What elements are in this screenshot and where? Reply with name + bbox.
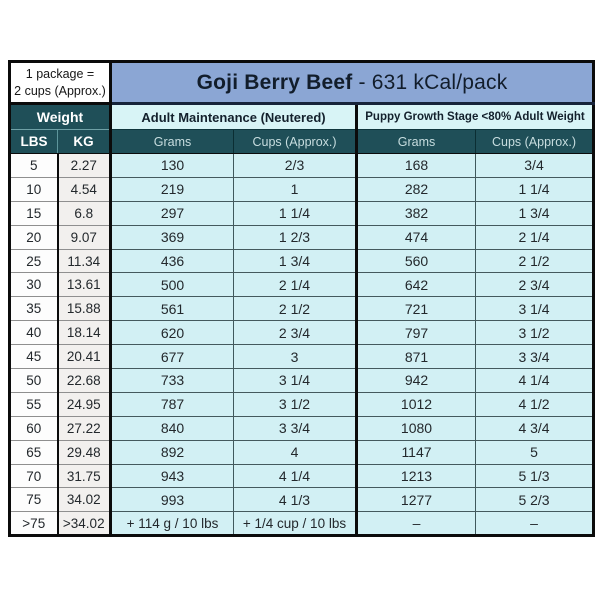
cell-kg: 13.61 [58,273,111,297]
table-row [10,464,594,488]
table-row [10,512,594,536]
cell-adult-cups: 2/3 [234,154,357,178]
cell-puppy-cups: 5 1/3 [476,464,594,488]
cell-adult-cups: 1 3/4 [234,249,357,273]
cell-adult-grams: 840 [111,416,234,440]
cell-puppy-grams: 1213 [357,464,476,488]
adult-section-header: Adult Maintenance (Neutered) [111,104,357,130]
cell-adult-grams: + 114 g / 10 lbs [111,512,234,536]
cell-kg: 20.41 [58,345,111,369]
table-row [10,297,594,321]
adult-cups-column-header: Cups (Approx.) [234,130,357,154]
package-note-line2: 2 cups (Approx.) [14,83,106,98]
cell-lbs: >75 [10,512,58,536]
cell-puppy-cups: 3 1/4 [476,297,594,321]
cell-adult-cups: 1 2/3 [234,225,357,249]
cell-adult-grams: 943 [111,464,234,488]
cell-kg: 2.27 [58,154,111,178]
cell-adult-cups: 4 [234,440,357,464]
lbs-column-header: LBS [10,130,58,154]
cell-lbs: 50 [10,369,58,393]
table-row [10,416,594,440]
feeding-table-body [10,154,594,536]
cell-puppy-cups: 2 1/2 [476,249,594,273]
cell-puppy-grams: 871 [357,345,476,369]
cell-adult-cups: 1 1/4 [234,201,357,225]
weight-section-header: Weight [10,104,111,130]
cell-adult-cups: 3 1/4 [234,369,357,393]
cell-lbs: 10 [10,177,58,201]
table-row [10,440,594,464]
cell-adult-grams: 561 [111,297,234,321]
cell-lbs: 5 [10,154,58,178]
cell-kg: 4.54 [58,177,111,201]
cell-puppy-cups: – [476,512,594,536]
cell-puppy-cups: 2 1/4 [476,225,594,249]
cell-adult-grams: 219 [111,177,234,201]
cell-kg: 18.14 [58,321,111,345]
cell-adult-grams: 500 [111,273,234,297]
cell-lbs: 35 [10,297,58,321]
cell-kg: 24.95 [58,392,111,416]
table-row [10,392,594,416]
cell-puppy-grams: 1147 [357,440,476,464]
cell-kg: 9.07 [58,225,111,249]
puppy-grams-column-header: Grams [357,130,476,154]
cell-lbs: 65 [10,440,58,464]
cell-adult-grams: 993 [111,488,234,512]
cell-lbs: 25 [10,249,58,273]
cell-adult-grams: 892 [111,440,234,464]
cell-adult-cups: 2 1/4 [234,273,357,297]
cell-puppy-grams: 382 [357,201,476,225]
cell-adult-cups: 3 3/4 [234,416,357,440]
table-row [10,321,594,345]
cell-adult-cups: 4 1/4 [234,464,357,488]
product-name: Goji Berry Beef [196,70,353,94]
cell-adult-cups: 2 1/2 [234,297,357,321]
cell-kg: >34.02 [58,512,111,536]
table-row [10,177,594,201]
section-header-row [10,104,594,130]
cell-adult-cups: 1 [234,177,357,201]
table-row [10,345,594,369]
title-row [10,62,594,104]
cell-lbs: 75 [10,488,58,512]
table-row [10,488,594,512]
cell-puppy-grams: 642 [357,273,476,297]
cell-adult-cups: + 1/4 cup / 10 lbs [234,512,357,536]
cell-adult-grams: 733 [111,369,234,393]
cell-adult-grams: 677 [111,345,234,369]
cell-puppy-cups: 1 1/4 [476,177,594,201]
cell-kg: 31.75 [58,464,111,488]
table-row [10,201,594,225]
cell-puppy-cups: 1 3/4 [476,201,594,225]
table-row [10,273,594,297]
cell-lbs: 45 [10,345,58,369]
cell-puppy-grams: 168 [357,154,476,178]
cell-lbs: 70 [10,464,58,488]
cell-kg: 22.68 [58,369,111,393]
table-row [10,225,594,249]
cell-puppy-grams: 474 [357,225,476,249]
feeding-table [8,60,595,537]
cell-adult-grams: 436 [111,249,234,273]
cell-puppy-grams: 797 [357,321,476,345]
cell-adult-grams: 130 [111,154,234,178]
cell-lbs: 15 [10,201,58,225]
cell-puppy-cups: 4 3/4 [476,416,594,440]
adult-grams-column-header: Grams [111,130,234,154]
cell-lbs: 20 [10,225,58,249]
puppy-cups-column-header: Cups (Approx.) [476,130,594,154]
cell-puppy-grams: 721 [357,297,476,321]
cell-puppy-grams: – [357,512,476,536]
cell-puppy-cups: 4 1/4 [476,369,594,393]
cell-kg: 29.48 [58,440,111,464]
cell-adult-grams: 297 [111,201,234,225]
calorie-info: - 631 kCal/pack [352,70,508,94]
cell-kg: 34.02 [58,488,111,512]
cell-puppy-cups: 2 3/4 [476,273,594,297]
cell-adult-cups: 3 [234,345,357,369]
cell-puppy-grams: 942 [357,369,476,393]
cell-adult-grams: 620 [111,321,234,345]
cell-puppy-grams: 1080 [357,416,476,440]
cell-puppy-cups: 5 2/3 [476,488,594,512]
cell-puppy-cups: 5 [476,440,594,464]
cell-puppy-cups: 3 1/2 [476,321,594,345]
product-title-bar [111,62,594,104]
table-row [10,249,594,273]
package-note-line1: 1 package = [25,67,95,82]
cell-adult-grams: 369 [111,225,234,249]
cell-kg: 6.8 [58,201,111,225]
cell-puppy-cups: 4 1/2 [476,392,594,416]
cell-lbs: 30 [10,273,58,297]
cell-kg: 15.88 [58,297,111,321]
cell-puppy-cups: 3 3/4 [476,345,594,369]
cell-lbs: 55 [10,392,58,416]
cell-puppy-grams: 560 [357,249,476,273]
cell-lbs: 60 [10,416,58,440]
table-row [10,369,594,393]
column-header-row [10,130,594,154]
cell-adult-cups: 4 1/3 [234,488,357,512]
cell-adult-cups: 2 3/4 [234,321,357,345]
puppy-section-header: Puppy Growth Stage <80% Adult Weight [357,104,594,130]
package-note [10,62,111,104]
cell-lbs: 40 [10,321,58,345]
cell-puppy-grams: 1277 [357,488,476,512]
cell-puppy-grams: 1012 [357,392,476,416]
kg-column-header: KG [58,130,111,154]
table-row [10,154,594,178]
cell-adult-cups: 3 1/2 [234,392,357,416]
cell-kg: 27.22 [58,416,111,440]
cell-puppy-grams: 282 [357,177,476,201]
cell-adult-grams: 787 [111,392,234,416]
cell-kg: 11.34 [58,249,111,273]
cell-puppy-cups: 3/4 [476,154,594,178]
